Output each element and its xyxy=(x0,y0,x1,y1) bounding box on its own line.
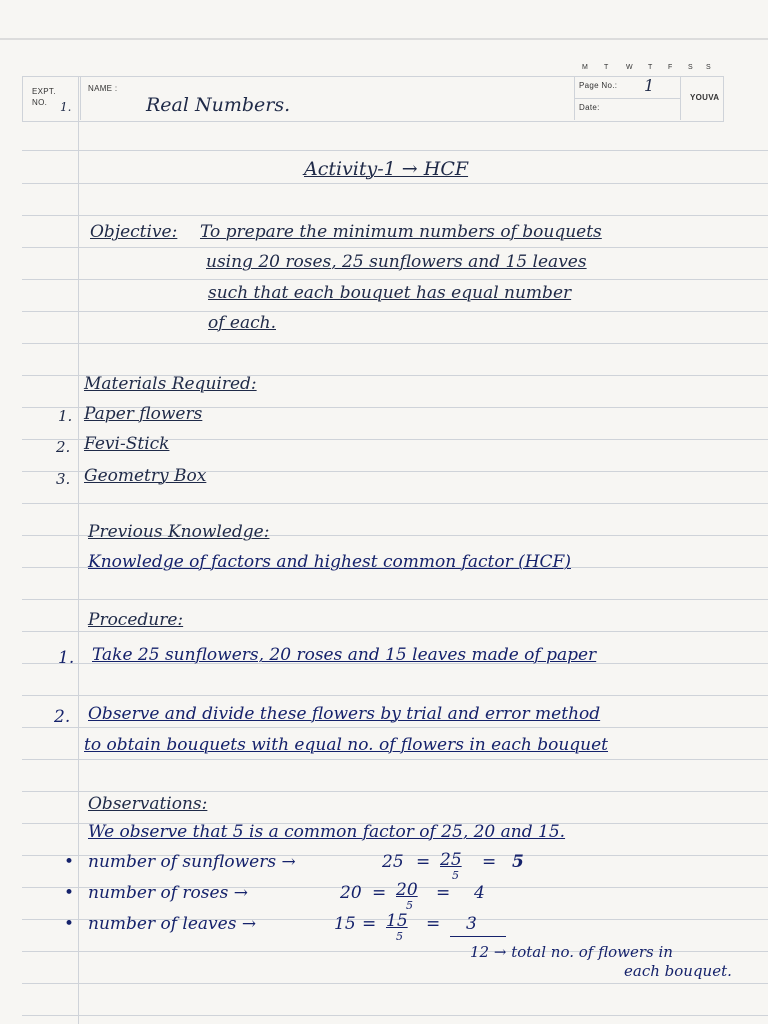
name-value: Real Numbers. xyxy=(146,94,291,116)
header-divider xyxy=(80,76,81,120)
header-divider xyxy=(680,76,681,120)
fraction-numerator: 15 xyxy=(386,911,408,931)
objective-line: of each. xyxy=(208,313,276,333)
fraction-numerator: 25 xyxy=(440,850,462,870)
header-divider xyxy=(574,98,680,99)
equals-sign: = xyxy=(362,914,377,934)
objective-line: To prepare the minimum numbers of bouquets xyxy=(200,222,602,242)
observation-result: 3 xyxy=(466,914,477,934)
brand-logo: YOUVA xyxy=(690,93,720,102)
observation-result: 5 xyxy=(512,852,524,872)
total-text-continued: each bouquet. xyxy=(624,962,732,980)
observation-label: number of leaves → xyxy=(88,914,257,934)
observation-result: 4 xyxy=(474,883,485,903)
day-mon: M xyxy=(582,64,588,71)
observation-bullet: • xyxy=(64,883,75,903)
ruled-line xyxy=(22,311,768,312)
fraction-denominator: 5 xyxy=(406,899,413,912)
objective-line: such that each bouquet has equal number xyxy=(208,283,572,303)
ruled-line xyxy=(22,791,768,792)
ruled-line xyxy=(22,727,768,728)
observation-bullet: • xyxy=(64,852,75,872)
materials-item: Fevi-Stick xyxy=(84,434,170,454)
equals-sign: = xyxy=(426,914,441,934)
observation-label: number of sunflowers → xyxy=(88,852,296,872)
materials-num: 1. xyxy=(58,407,73,425)
header-box xyxy=(22,76,724,122)
day-sat: S xyxy=(688,64,693,71)
equals-sign: = xyxy=(436,883,451,903)
page-no-value: 1 xyxy=(644,76,655,95)
expt-no-value: 1. xyxy=(60,100,72,114)
day-tue: T xyxy=(604,64,609,71)
procedure-step: Observe and divide these flowers by trial and error method xyxy=(88,704,601,724)
ruled-line xyxy=(22,631,768,632)
procedure-num: 2. xyxy=(54,707,71,727)
observation-count: 25 xyxy=(382,852,404,872)
margin-line xyxy=(78,76,79,1024)
observation-label: number of roses → xyxy=(88,883,248,903)
objective-line: using 20 roses, 25 sunflowers and 15 leaves xyxy=(206,252,587,272)
knowledge-heading: Previous Knowledge: xyxy=(88,522,270,542)
objective-label: Objective: xyxy=(90,222,178,242)
procedure-num: 1. xyxy=(58,648,75,668)
procedure-step: to obtain bouquets with equal no. of flowers in each bouquet xyxy=(84,735,609,755)
day-sun: S xyxy=(706,64,711,71)
materials-heading: Materials Required: xyxy=(84,374,257,394)
page-no-label: Page No.: xyxy=(579,81,618,90)
materials-item: Geometry Box xyxy=(84,466,207,486)
ruled-line xyxy=(22,150,768,151)
total-text: 12 → total no. of flowers in xyxy=(470,943,673,961)
procedure-heading: Procedure: xyxy=(88,610,184,630)
materials-item: Paper flowers xyxy=(84,404,203,424)
page-title: Activity-1 → HCF xyxy=(304,158,469,180)
observation-count: 20 xyxy=(340,883,362,903)
fraction-numerator: 20 xyxy=(396,880,418,900)
sum-underline xyxy=(450,936,506,937)
equals-sign: = xyxy=(372,883,387,903)
ruled-line xyxy=(22,343,768,344)
knowledge-text: Knowledge of factors and highest common factor (HCF) xyxy=(88,552,571,572)
ruled-line xyxy=(22,247,768,248)
expt-no-label: EXPT. NO. xyxy=(32,87,56,107)
observations-heading: Observations: xyxy=(88,794,208,814)
ruled-line xyxy=(22,1015,768,1016)
equals-sign: = xyxy=(416,852,431,872)
ruled-line xyxy=(22,983,768,984)
fraction-denominator: 5 xyxy=(452,869,459,882)
day-thu: T xyxy=(648,64,653,71)
observations-intro: We observe that 5 is a common factor of 25, 20 and 15. xyxy=(88,822,566,842)
materials-num: 2. xyxy=(56,438,71,456)
materials-num: 3. xyxy=(56,470,71,488)
ruled-line xyxy=(22,503,768,504)
date-label: Date: xyxy=(579,103,600,112)
observation-bullet: • xyxy=(64,914,75,934)
ruled-line xyxy=(22,695,768,696)
ruled-line xyxy=(22,279,768,280)
page-top-edge xyxy=(0,38,768,40)
observation-count: 15 xyxy=(334,914,356,934)
procedure-step: Take 25 sunflowers, 20 roses and 15 leaves made of paper xyxy=(92,645,597,665)
ruled-line xyxy=(22,215,768,216)
name-label: NAME : xyxy=(88,84,118,93)
day-fri: F xyxy=(668,64,673,71)
equals-sign: = xyxy=(482,852,497,872)
day-wed: W xyxy=(626,64,633,71)
ruled-line xyxy=(22,599,768,600)
ruled-line xyxy=(22,183,768,184)
fraction-denominator: 5 xyxy=(396,930,403,943)
ruled-line xyxy=(22,759,768,760)
